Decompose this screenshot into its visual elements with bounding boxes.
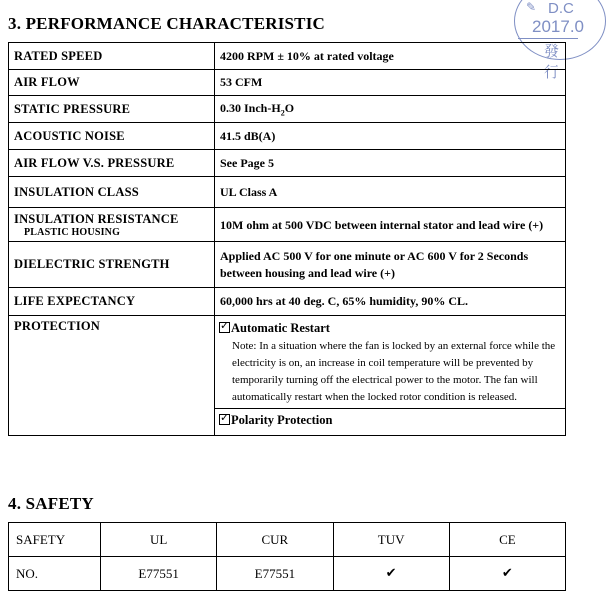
table-row: [9, 96, 566, 123]
auto-restart-item: [219, 321, 561, 336]
row-label: INSULATION CLASS: [9, 177, 215, 208]
checkbox-checked-icon: [219, 414, 230, 425]
table-row: [9, 242, 566, 288]
row-label: ACOUSTIC NOISE: [9, 123, 215, 150]
row-label: AIR FLOW: [9, 70, 215, 96]
row-value: See Page 5: [215, 150, 566, 177]
table-row: [9, 208, 566, 242]
row-value: 4200 RPM ± 10% at rated voltage: [215, 43, 566, 70]
table-row: [9, 70, 566, 96]
header-cell: UL: [101, 523, 217, 557]
protection-cell: [215, 316, 566, 436]
row-value: [215, 96, 566, 123]
row-label: LIFE EXPECTANCY: [9, 288, 215, 316]
static-pressure-value: 0.30 Inch-H: [220, 100, 281, 115]
row-label: AIR FLOW V.S. PRESSURE: [9, 150, 215, 177]
subscript-2: 2: [280, 108, 285, 118]
table-row: [9, 43, 566, 70]
cell-cur: E77551: [217, 557, 333, 591]
polarity-item: [215, 409, 565, 433]
safety-table: [8, 522, 566, 591]
stamp-mark-icon: ✎: [526, 0, 537, 14]
table-row: [9, 123, 566, 150]
check-mark-icon: ✔: [333, 557, 449, 591]
polarity-label: Polarity Protection: [231, 413, 333, 427]
header-cell: CE: [449, 523, 565, 557]
table-row: [9, 177, 566, 208]
check-mark-icon: ✔: [449, 557, 565, 591]
row-value: UL Class A: [215, 177, 566, 208]
table-row: [9, 316, 566, 436]
table-header-row: [9, 523, 566, 557]
insulation-resistance-label: INSULATION RESISTANCE: [14, 211, 179, 226]
row-label: PROTECTION: [9, 316, 215, 436]
header-cell: CUR: [217, 523, 333, 557]
safety-section-title: 4. SAFETY: [8, 494, 94, 513]
performance-section-title: 3. PERFORMANCE CHARACTERISTIC: [8, 14, 326, 33]
table-row: [9, 150, 566, 177]
cell-ul: E77551: [101, 557, 217, 591]
stamp-divider: [518, 38, 578, 39]
row-value: 60,000 hrs at 40 deg. C, 65% humidity, 90% CL.: [215, 288, 566, 316]
stamp-line-3: 發 行: [544, 42, 560, 81]
checkbox-checked-icon: [219, 322, 230, 333]
performance-table: [8, 42, 566, 436]
row-label: RATED SPEED: [9, 43, 215, 70]
row-label: NO.: [9, 557, 101, 591]
stamp-line-1: D.C: [548, 0, 574, 17]
row-label: [9, 208, 215, 242]
stamp-line-2: 2017.0: [532, 17, 584, 36]
row-value: 53 CFM: [215, 70, 566, 96]
row-value: 41.5 dB(A): [215, 123, 566, 150]
row-label: STATIC PRESSURE: [9, 96, 215, 123]
static-pressure-unit-tail: O: [284, 100, 295, 115]
row-value: 10M ohm at 500 VDC between internal stator and lead wire (+): [215, 208, 566, 242]
row-value: Applied AC 500 V for one minute or AC 600 V for 2 Seconds between housing and lead wire (+): [215, 242, 566, 288]
row-label: DIELECTRIC STRENGTH: [9, 242, 215, 288]
auto-restart-block: [215, 318, 565, 409]
auto-restart-label: Automatic Restart: [231, 321, 330, 335]
header-cell: SAFETY: [9, 523, 101, 557]
plastic-housing-sublabel: PLASTIC HOUSING: [24, 226, 121, 238]
table-row: [9, 288, 566, 316]
header-cell: TUV: [333, 523, 449, 557]
table-row: [9, 557, 566, 591]
auto-restart-note: Note: In a situation where the fan is locked by an external force while the electricity is on, an increase in coil temperature will be prevented by temporarily turning off the electrical power to the motor. The fan will automatically restart when the locked rotor condition is released.: [232, 340, 556, 403]
